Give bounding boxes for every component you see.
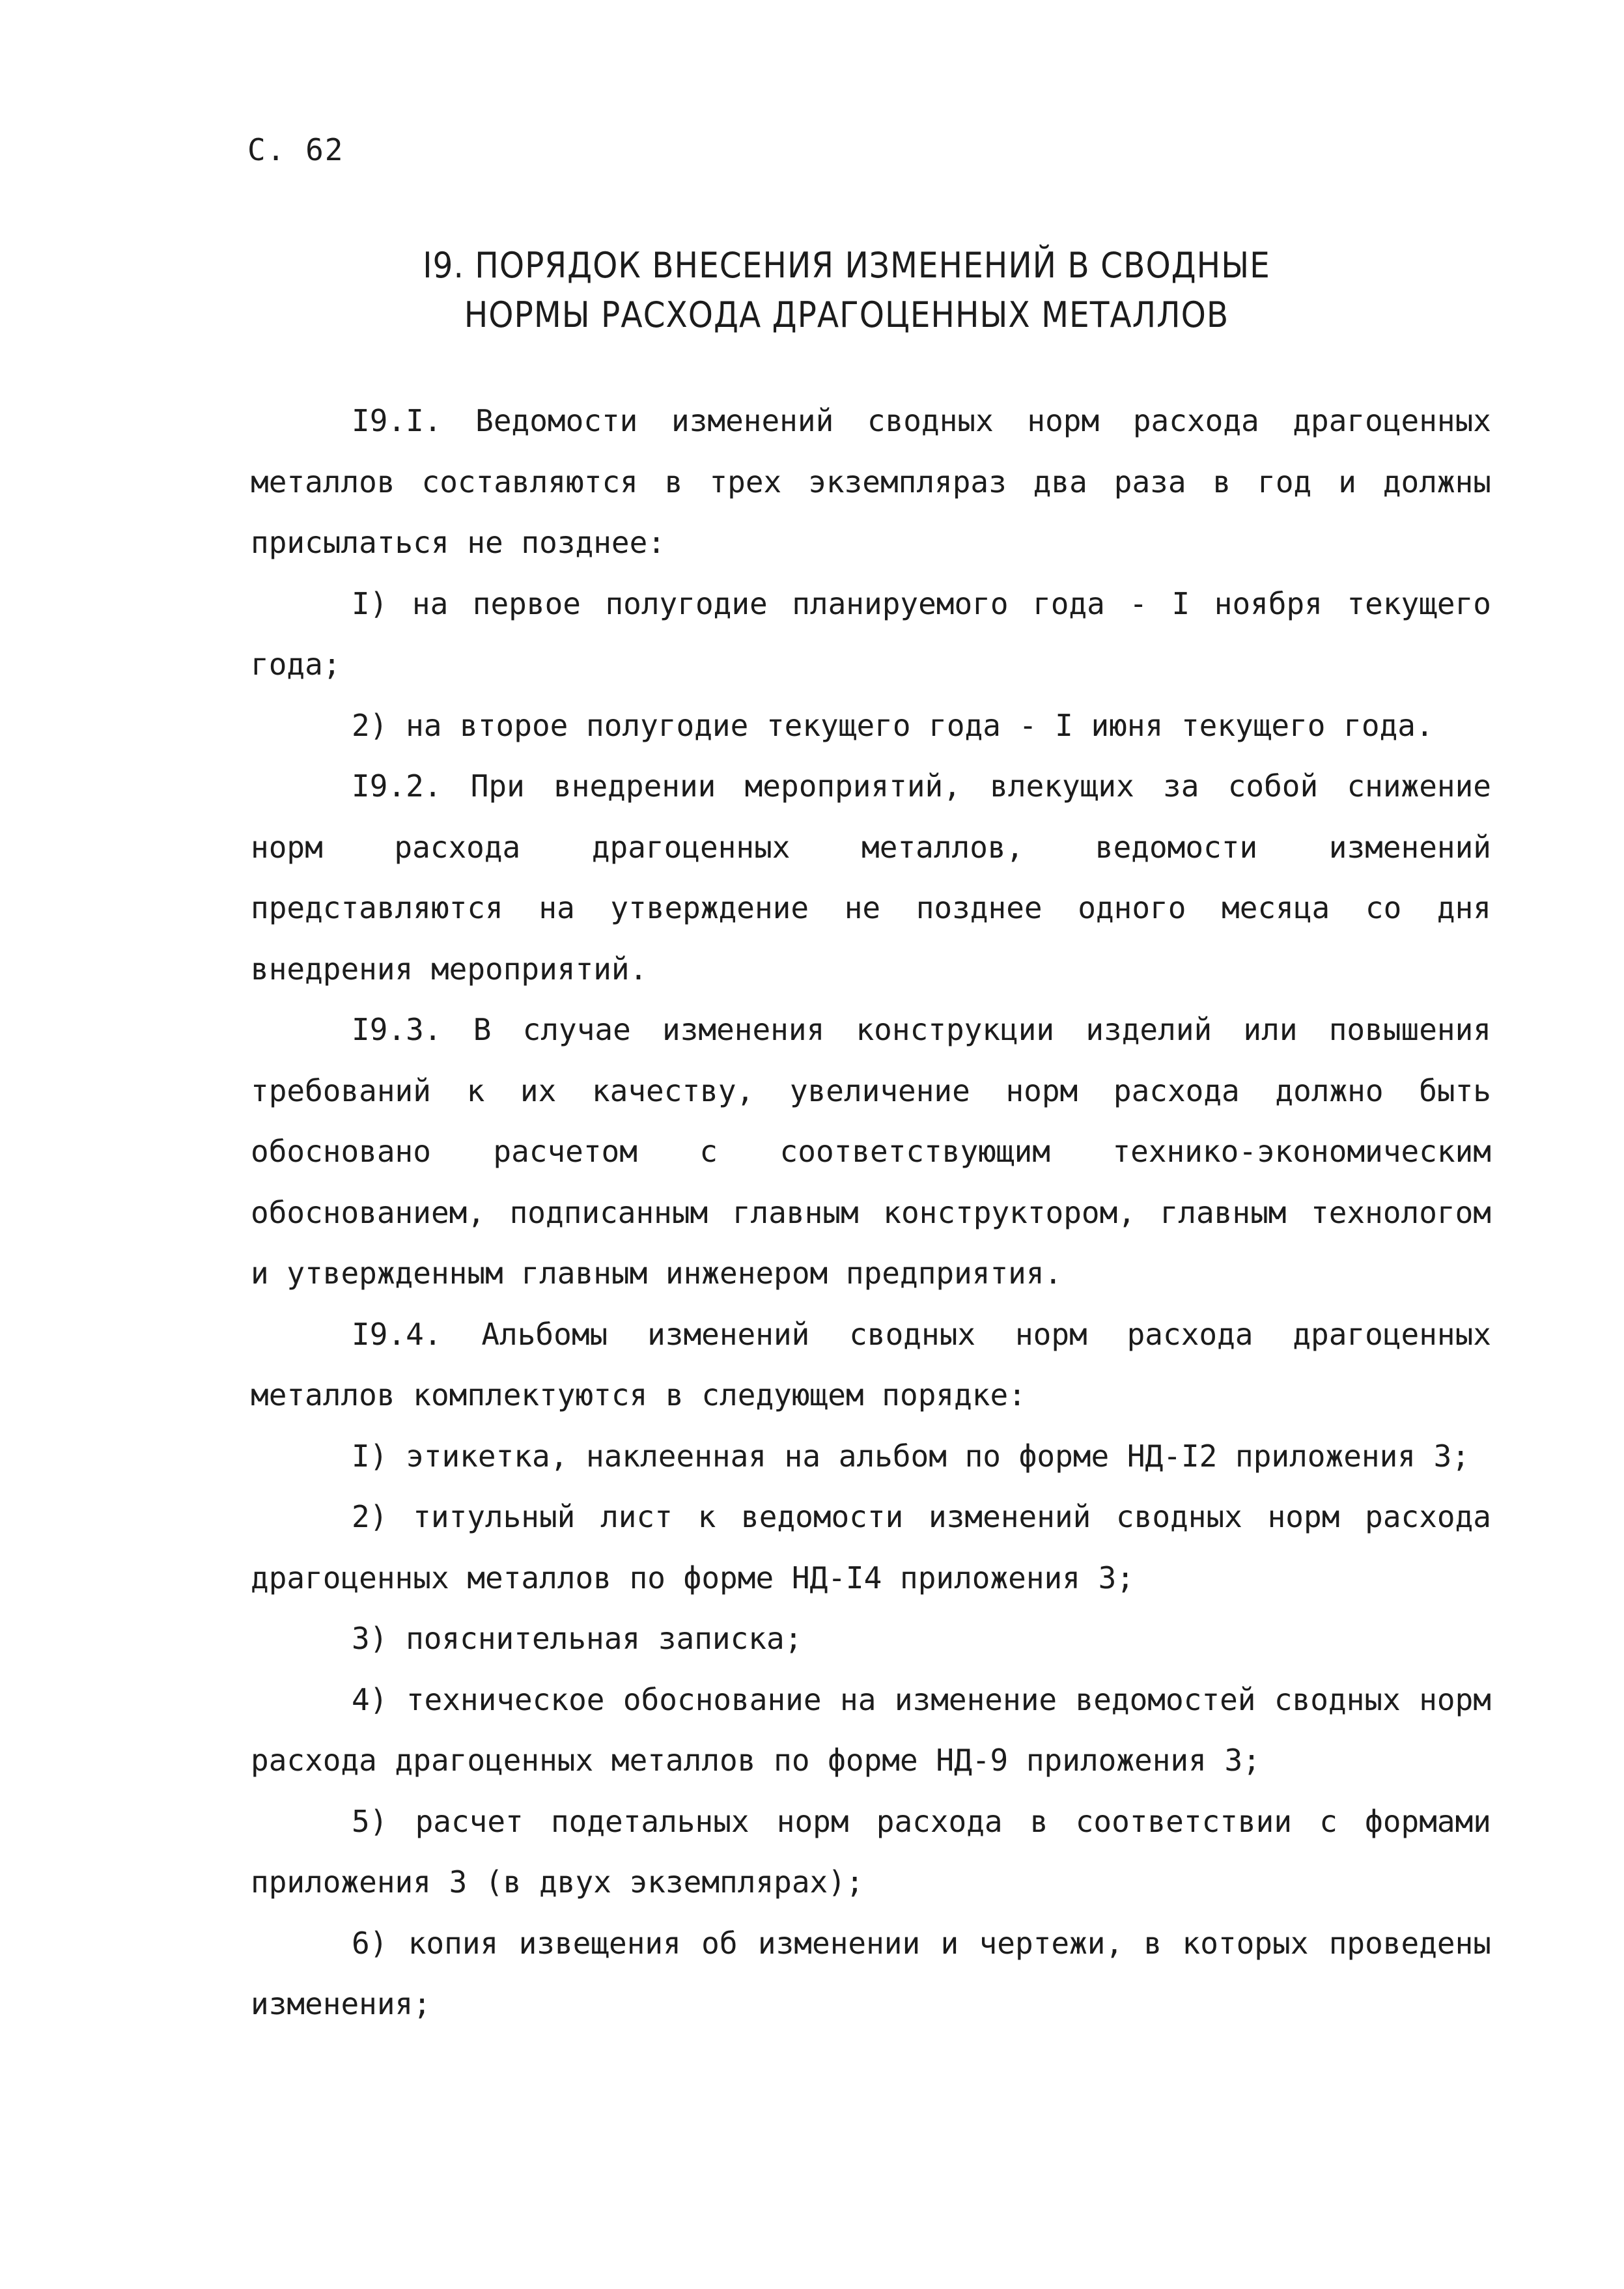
list-item-4-technical-justification: 4) техническое обоснование на изменение ведомостей сводных норм расхода драгоценных металлов по форме НД-9 приложения 3; [251, 1681, 1491, 1778]
page-number: С. 62 [247, 132, 344, 167]
paragraph-19-4: I9.4. Альбомы изменений сводных норм расхода драгоценных металлов комплектуются в следующем порядке: [251, 1316, 1491, 1412]
paragraph-19-1: I9.I. Ведомости изменений сводных норм расхода драгоценных металлов составляются в трех экземпляраз два раза в год и должны присылаться не позднее: [251, 403, 1491, 560]
paragraph-19-2: I9.2. При внедрении мероприятий, влекущих за собой снижение норм расхода драгоценных металлов, ведомости изменений представляются на утверждение не позднее одного месяца со дня внедрения мероприятий. [251, 768, 1491, 987]
paragraph-19-3: I9.3. В случае изменения конструкции изделий или повышения требований к их качеству, увеличение норм расхода должно быть обосновано расчетом с соответствующим технико-экономическим обоснованием, подписанным главным конструктором, главным технологом и утвержденным главным инженером предприятия. [251, 1012, 1491, 1291]
list-item-2-title-sheet: 2) титульный лист к ведомости изменений сводных норм расхода драгоценных металлов по форме НД-I4 приложения 3; [251, 1499, 1491, 1595]
section-title-line-2: НОРМЫ РАСХОДА ДРАГОЦЕННЫХ МЕТАЛЛОВ [464, 294, 1229, 335]
body-text [251, 391, 1491, 2035]
list-item-6-copy-notice: 6) копия извещения об изменении и чертежи, в которых проведены изменения; [251, 1925, 1491, 2021]
list-item-3-explanatory-note: 3) пояснительная записка; [352, 1621, 803, 1656]
section-title-line-1: I9. ПОРЯДОК ВНЕСЕНИЯ ИЗМЕНЕНИЙ В СВОДНЫЕ [423, 245, 1270, 286]
list-item-5-calculation: 5) расчет подетальных норм расхода в соответствии с формами приложения 3 (в двух экземплярах); [251, 1803, 1491, 1900]
section-title [326, 241, 1367, 340]
list-item-1-november: I) на первое полугодие планируемого года - I ноября текущего года; [251, 585, 1491, 682]
list-item-2-june: 2) на второе полугодие текущего года - I июня текущего года. [352, 707, 1434, 743]
list-item-1-label: I) этикетка, наклеенная на альбом по форме НД-I2 приложения 3; [352, 1438, 1470, 1474]
